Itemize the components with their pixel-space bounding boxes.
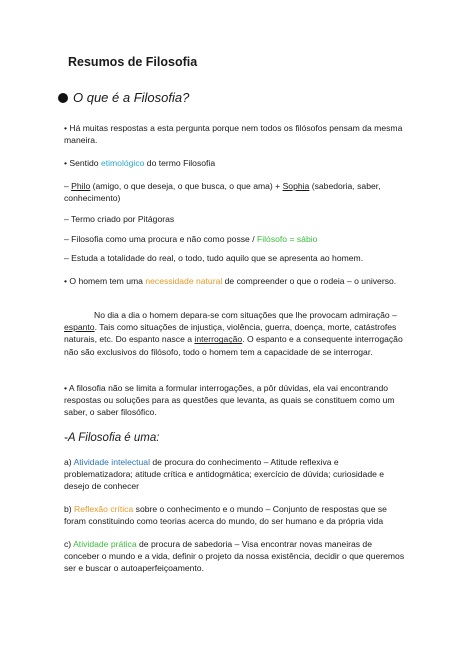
text: – Filosofia como uma procura e não como posse / — [64, 234, 257, 244]
paragraph-7 — [64, 275, 409, 287]
item-marker: c) — [64, 539, 74, 549]
paragraph-1: • Há muitas respostas a esta pergunta porque nem todos os filósofos pensam da mesma maneira. — [64, 123, 403, 146]
paragraph-6: – Estuda a totalidade do real, o todo, tudo aquilo que se apresenta ao homem. — [64, 253, 364, 263]
text: . O espanto e a consequente interrogação não são exclusivos do filósofo, todo o homem tem a capacidade de se interrogar. — [64, 334, 403, 357]
subheading: -A Filosofia é uma: — [64, 432, 160, 444]
term-sophia: Sophia — [282, 181, 310, 191]
term-philo: Philo — [71, 181, 91, 191]
text: (amigo, o que deseja, o que busca, o que ama) + — [90, 181, 283, 191]
item-a — [64, 456, 409, 493]
text: No dia a dia o homem depara-se com situações que lhe provocam admiração – — [94, 310, 397, 320]
text: sobre o conhecimento e o mundo – Conjunto de respostas que se foram constituindo como teorias acerca do mundo, do ser humano e da própria vida — [64, 504, 387, 527]
item-marker: a) — [64, 457, 74, 467]
paragraph-3 — [64, 180, 409, 204]
paragraph-2 — [64, 157, 409, 169]
text: de compreender o que o rodeia – o universo. — [222, 276, 397, 286]
paragraph-9: • A filosofia não se limita a formular interrogações, a pôr dúvidas, ela vai encontrando respostas ou soluções para as questões que levanta, as quais se constituem como um saber, o saber filosófico. — [64, 383, 395, 418]
text: de procura de sabedoria – Visa encontrar novas maneiras de conceber o mundo e a vida, definir o projeto da nossa existência, decidir o que queremos ser e buscar o autoaperfeiçoamento. — [64, 539, 405, 574]
item-marker: b) — [64, 504, 75, 514]
item-c — [64, 538, 409, 575]
term-atividade-pratica: Atividade prática — [73, 539, 137, 549]
text: de procura do conhecimento – Atitude reflexiva e problematizadora; atitude crítica e antidogmática; exercício de dúvida; curiosidade e desejo de conhecer — [64, 457, 385, 492]
term-espanto: espanto — [64, 322, 95, 333]
paragraph-8 — [64, 309, 409, 358]
term-reflexao-critica: Reflexão crítica — [74, 504, 134, 514]
page-title: Resumos de Filosofia — [68, 55, 198, 69]
highlight-etimologico: etimológico — [100, 158, 145, 168]
section-heading — [58, 90, 189, 105]
term-interrogacao: interrogação — [194, 334, 243, 345]
text: do termo Filosofia — [144, 158, 216, 168]
highlight-necessidade-natural: necessidade natural — [145, 276, 223, 286]
highlight-filosofo-sabio: Filósofo = sábio — [256, 234, 318, 244]
bullet-dot-icon — [58, 93, 68, 103]
paragraph-4: – Termo criado por Pitágoras — [64, 214, 175, 224]
text: (sabedoria, saber, conhecimento) — [64, 181, 381, 204]
section-heading-text: O que é a Filosofia? — [73, 90, 190, 105]
paragraph-5 — [64, 233, 409, 245]
text: – — [64, 181, 72, 191]
item-b — [64, 503, 409, 527]
text: . Tais como situações de injustiça, violência, guerra, doença, morte, catástrofes naturais, etc. Do espanto nasce a — [64, 322, 397, 345]
term-atividade-intelectual: Atividade intelectual — [73, 457, 150, 467]
text: • O homem tem uma — [64, 276, 146, 286]
text: • Sentido — [64, 158, 101, 168]
